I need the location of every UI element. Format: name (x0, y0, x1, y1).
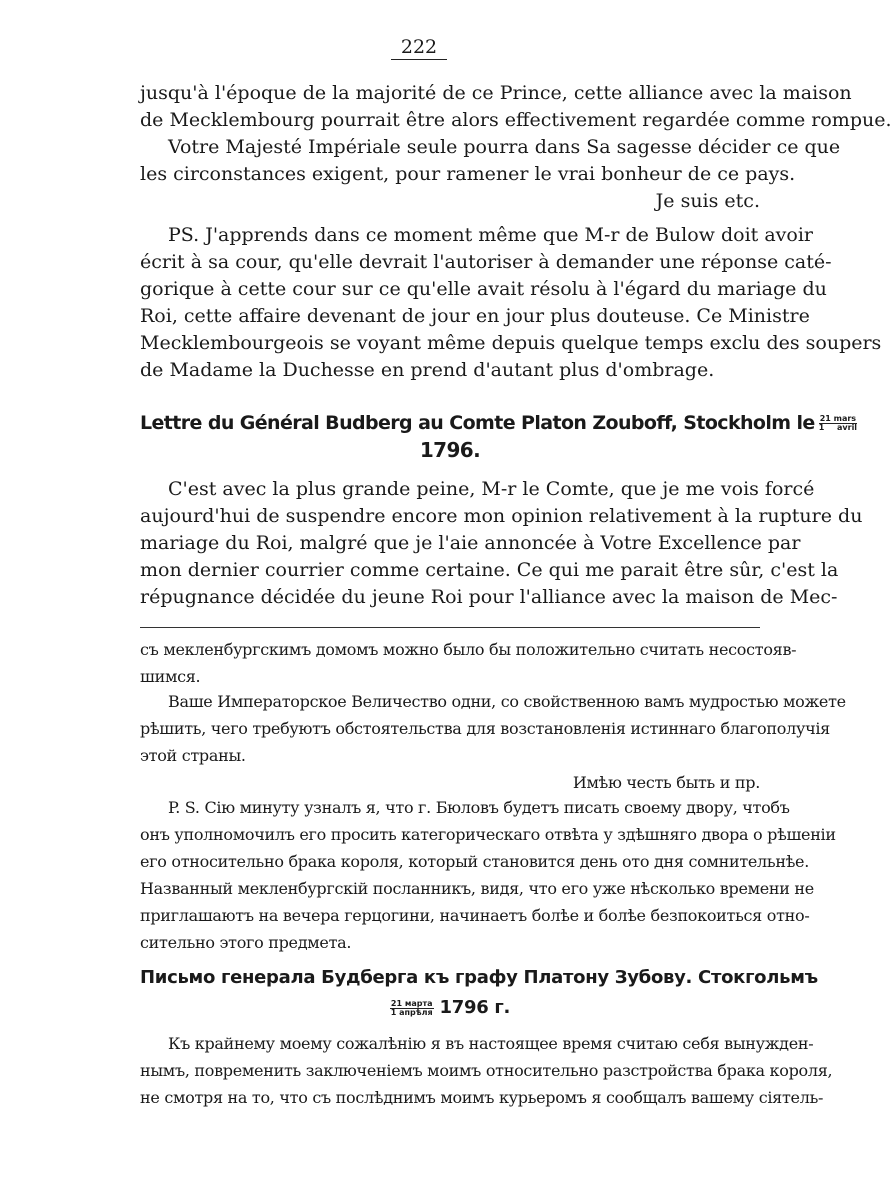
text-line: шимся. (140, 667, 201, 686)
closing-formula: Имѣю честь быть и пр. (572, 773, 760, 792)
date-fraction: $\frac{\text{21 марта}}{\text{1 апрѣля}}$ (390, 998, 433, 1017)
french-letter-heading (140, 410, 858, 464)
text-line: mon dernier courrier comme certaine. Ce qui me parait être sûr, c'est la (140, 559, 839, 581)
russian-paragraph-2 (140, 688, 846, 796)
text-line: нымъ, повременить заключеніемъ моимъ относительно разстройства брака короля, (140, 1061, 833, 1080)
text-line: les circonstances exigent, pour ramener le vrai bonheur de ce pays. (140, 163, 796, 185)
text-line: сительно этого предмета. (140, 933, 352, 952)
heading-year: 1796. (419, 438, 481, 462)
text-line: de Mecklembourg pourrait être alors effectivement regardée comme rompue. (140, 109, 892, 131)
french-paragraph-2 (140, 134, 841, 215)
french-postscript (140, 222, 882, 384)
french-paragraph-1 (140, 80, 892, 134)
text-line: его относительно брака короля, который становится день ото дня сомнительнѣе. (140, 852, 809, 871)
date-fraction: $\frac{\text{21 mars}}{\text{1 avril}}$ (818, 414, 858, 432)
text-line: приглашаютъ на вечера герцогини, начинаетъ болѣе и болѣе безпокоиться отно- (140, 906, 810, 925)
text-line: рѣшить, чего требуютъ обстоятельства для возстановленія истиннаго благополучія (140, 719, 830, 738)
heading-line (140, 410, 858, 437)
french-letter-body (140, 476, 863, 611)
text-line: répugnance décidée du jeune Roi pour l'alliance avec la maison de Mec- (140, 586, 838, 608)
russian-letter-body (140, 1030, 833, 1111)
heading-title: Письмо генерала Будберга къ графу Платону Зубову. Стокгольмъ (140, 967, 818, 988)
text-line: не смотря на то, что съ послѣднимъ моимъ курьеромъ я сообщалъ вашему сіятель- (140, 1088, 824, 1107)
text-line: Ваше Императорское Величество одни, со свойственною вамъ мудростью можете (168, 692, 846, 711)
section-divider (140, 627, 760, 628)
text-line: Mecklembourgeois se voyant même depuis quelque temps exclu des soupers (140, 332, 882, 354)
text-line: écrit à sa cour, qu'elle devrait l'autoriser à demander une réponse caté- (140, 251, 832, 273)
text-line: Къ крайнему моему сожалѣнію я въ настоящее время считаю себя вынужден- (168, 1034, 814, 1053)
heading-year: 1796 г. (439, 997, 511, 1018)
russian-postscript (140, 794, 836, 956)
text-line: PS. J'apprends dans ce moment même que M-r de Bulow doit avoir (168, 224, 813, 246)
text-line: этой страны. (140, 746, 246, 765)
text-line: aujourd'hui de suspendre encore mon opinion relativement à la rupture du (140, 505, 863, 527)
text-line: gorique à cette cour sur ce qu'elle avait résolu à l'égard du mariage du (140, 278, 827, 300)
text-line: онъ уполномочилъ его просить категорическаго отвѣта у здѣшняго двора о рѣшеніи (140, 825, 836, 844)
russian-letter-heading (140, 964, 818, 1025)
heading-date (140, 991, 760, 1025)
heading-title: Lettre du Général Budberg au Comte Platon Zouboff, Stockholm le (140, 412, 815, 434)
text-line: de Madame la Duchesse en prend d'autant plus d'ombrage. (140, 359, 715, 381)
text-line: mariage du Roi, malgré que je l'aie annoncée à Votre Excellence par (140, 532, 801, 554)
text-line: P. S. Сію минуту узналъ я, что г. Бюловъ будетъ писать своему двору, чтобъ (168, 798, 790, 817)
text-line: C'est avec la plus grande peine, M-r le Comte, que je me vois forcé (168, 478, 815, 500)
russian-paragraph-1 (140, 636, 797, 690)
closing-formula: Je suis etc. (655, 190, 760, 212)
text-line: Названный мекленбургскій посланникъ, видя, что его уже нѣсколько времени не (140, 879, 814, 898)
text-line: Votre Majesté Impériale seule pourra dans Sa sagesse décider ce que (168, 136, 841, 158)
page-number: 222 (0, 36, 838, 58)
text-line: съ мекленбургскимъ домомъ можно было бы положительно считать несостояв- (140, 640, 797, 659)
text-line: jusqu'à l'époque de la majorité de ce Prince, cette alliance avec la maison (140, 82, 852, 104)
text-line: Roi, cette affaire devenant de jour en jour plus douteuse. Ce Ministre (140, 305, 810, 327)
